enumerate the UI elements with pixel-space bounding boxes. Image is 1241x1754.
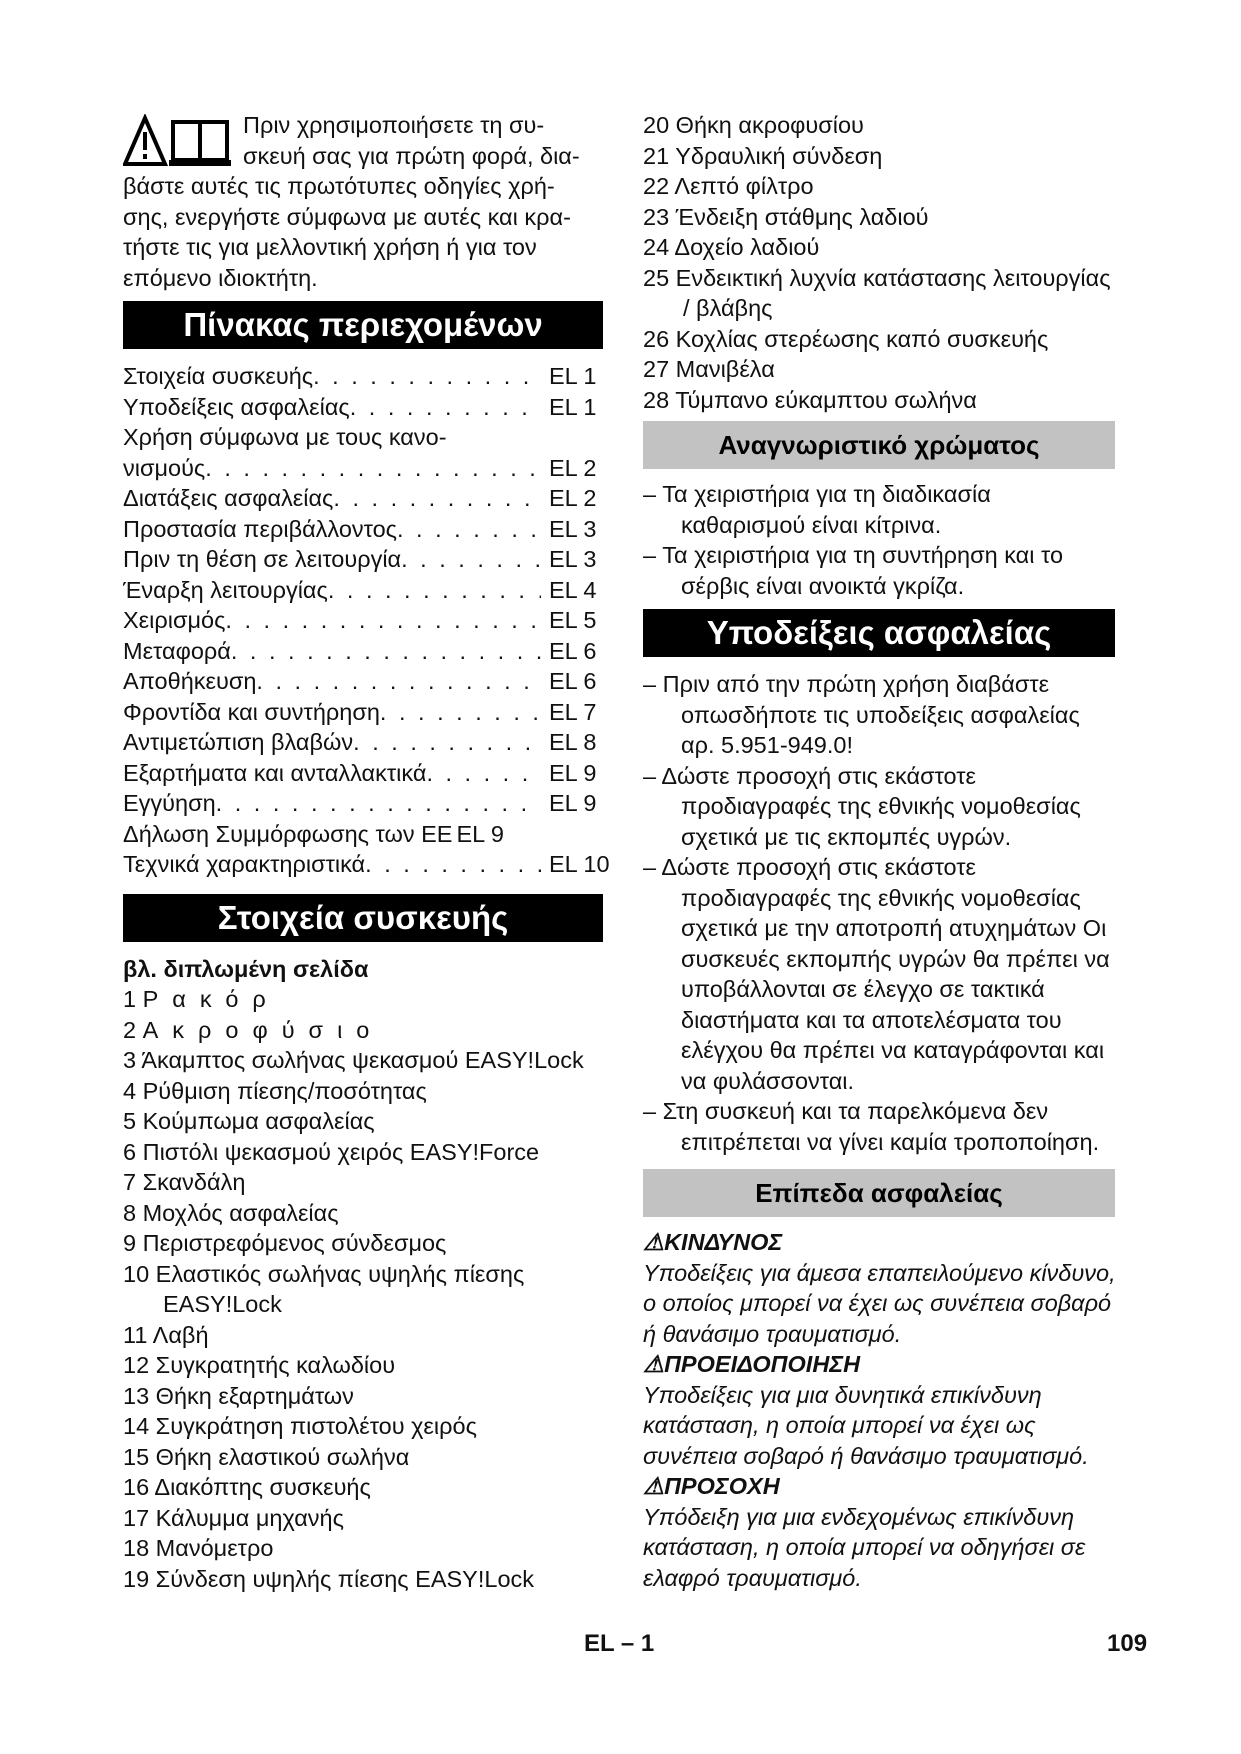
toc-heading: Πίνακας περιεχομένων bbox=[123, 301, 603, 349]
list-item: 5 Κούμπωμα ασφαλείας bbox=[123, 1108, 375, 1134]
toc-entry[interactable]: Αποθήκευση . . . EL 6 bbox=[123, 666, 603, 697]
toc-entry[interactable]: Εγγύηση . . . EL 9 bbox=[123, 788, 603, 819]
list-item: 8 Μοχλός ασφαλείας bbox=[123, 1199, 339, 1226]
safety-levels-heading: Επίπεδα ασφαλείας bbox=[643, 1169, 1115, 1217]
safety-list bbox=[643, 669, 1118, 1157]
list-item: – Δώστε προσοχή στις εκάστοτε προδιαγραφές της εθνικής νομοθεσίας σχετικά με τις εκπομπές υγρών. bbox=[643, 762, 1081, 850]
list-item: 17 Κάλυμμα μηχανής bbox=[123, 1504, 344, 1531]
toc-entry[interactable]: νισμούς . . . EL 2 bbox=[123, 453, 603, 484]
intro-line-1: Πριν χρησιμοποιήσετε τη συ- bbox=[243, 112, 545, 138]
list-item: 21 Υδραυλική σύνδεση bbox=[643, 142, 883, 169]
list-item: 3 Άκαμπτος σωλήνας ψεκασμού EASY!Lock bbox=[123, 1047, 584, 1073]
intro-line-6: επόμενο ιδιοκτήτη. bbox=[123, 264, 318, 291]
list-item: 2 Ακροφύσιο bbox=[123, 1016, 384, 1043]
list-item: 6 Πιστόλι ψεκασμού χειρός EASY!Force bbox=[123, 1138, 540, 1165]
table-of-contents bbox=[123, 361, 610, 880]
list-item: – Δώστε προσοχή στις εκάστοτε προδιαγραφές της εθνικής νομοθεσίας σχετικά με την αποτροπή ατυχημάτων Οι συσκευές εκπομπής υγρών θα πρέπει να υποβάλλονται σε έλεγχο σε τακτικά διαστήματα και τα αποτελέσματα του ελέγχου θα πρέπει να καταγράφονται και να φυλάσσονται. bbox=[643, 854, 1110, 1094]
list-item: 27 Μανιβέλα bbox=[643, 356, 775, 382]
list-item: 24 Δοχείο λαδιού bbox=[643, 234, 820, 260]
right-column bbox=[643, 110, 1118, 1593]
danger-text: Υποδείξεις για άμεσα επαπειλούμενο κίνδυνο, ο οποίος μπορεί να έχει ως συνέπεια σοβαρό ή θανάσιμο τραυματισμό. bbox=[643, 1259, 1116, 1347]
page-number: 109 bbox=[1107, 1630, 1148, 1657]
list-item: 7 Σκανδάλη bbox=[123, 1169, 246, 1195]
toc-entry[interactable]: Εξαρτήματα και ανταλλακτικά . . . EL 9 bbox=[123, 758, 603, 789]
warning-label: ⚠ΠΡΟΕΙΔΟΠΟΙΗΣΗ bbox=[643, 1351, 861, 1377]
intro-line-3: βάστε αυτές τις πρωτότυπες οδηγίες χρή- bbox=[123, 173, 555, 199]
list-item: – Πριν από την πρώτη χρήση διαβάστε οπωσδήποτε τις υποδείξεις ασφαλείας αρ. 5.951-949.0! bbox=[643, 671, 1080, 758]
intro-line-2: σκευή σας για πρώτη φορά, δια- bbox=[243, 142, 580, 169]
toc-entry[interactable]: Διατάξεις ασφαλείας . . . EL 2 bbox=[123, 483, 603, 514]
list-item: 11 Λαβή bbox=[123, 1321, 209, 1348]
list-item: 9 Περιστρεφόμενος σύνδεσμος bbox=[123, 1230, 447, 1256]
list-item: 26 Κοχλίας στερέωσης καπό συσκευής bbox=[643, 325, 1049, 352]
list-item: 13 Θήκη εξαρτημάτων bbox=[123, 1382, 354, 1409]
toc-entry[interactable]: Τεχνικά χαρακτηριστικά . . . EL 10 bbox=[123, 849, 603, 880]
caution-label: ⚠ΠΡΟΣΟΧΗ bbox=[643, 1473, 780, 1499]
list-item: 1 Ρακόρ bbox=[123, 986, 280, 1012]
list-item: – Τα χειριστήρια για τη συντήρηση και το σέρβις είναι ανοικτά γκρίζα. bbox=[643, 542, 1064, 599]
list-item: 18 Μανόμετρο bbox=[123, 1535, 274, 1561]
intro-line-5: τήστε τις για μελλοντική χρήση ή για τον bbox=[123, 234, 537, 260]
warning-manual-icon bbox=[123, 114, 231, 170]
list-item: 20 Θήκη ακροφυσίου bbox=[643, 112, 864, 138]
left-column bbox=[123, 110, 610, 1594]
toc-entry[interactable]: Στοιχεία συσκευής . . . EL 1 bbox=[123, 361, 603, 392]
caution-text: Υπόδειξη για μια ενδεχομένως επικίνδυνη κατάσταση, η οποία μπορεί να οδηγήσει σε ελαφρό τραυματισμό. bbox=[643, 1503, 1086, 1591]
toc-entry[interactable]: Χειρισμός . . . EL 5 bbox=[123, 605, 603, 636]
safety-heading: Υποδείξεις ασφαλείας bbox=[643, 609, 1115, 657]
device-subheading: βλ. διπλωμένη σελίδα bbox=[123, 955, 369, 982]
intro-block bbox=[123, 110, 603, 293]
list-item: 16 Διακόπτης συσκευής bbox=[123, 1474, 371, 1500]
color-code-heading: Αναγνωριστικό χρώματος bbox=[643, 421, 1115, 469]
toc-entry[interactable]: Μεταφορά . . . EL 6 bbox=[123, 636, 603, 667]
list-item: 23 Ένδειξη στάθμης λαδιού bbox=[643, 203, 929, 230]
list-item: 22 Λεπτό φίλτρο bbox=[643, 173, 814, 199]
list-item: – Στη συσκευή και τα παρελκόμενα δεν επιτρέπεται να γίνει καμία τροποποίηση. bbox=[643, 1098, 1100, 1155]
list-item: 14 Συγκράτηση πιστολέτου χειρός bbox=[123, 1413, 477, 1439]
list-item: 15 Θήκη ελαστικού σωλήνα bbox=[123, 1443, 410, 1470]
toc-entry[interactable]: Πριν τη θέση σε λειτουργία . . . EL 3 bbox=[123, 544, 603, 575]
list-item: 4 Ρύθμιση πίεσης/ποσότητας bbox=[123, 1077, 427, 1104]
device-list-right bbox=[643, 110, 1118, 415]
list-item: 25 Ενδεικτική λυχνία κατάστασης λειτουργίας / βλάβης bbox=[643, 264, 1111, 321]
list-item: 19 Σύνδεση υψηλής πίεσης EASY!Lock bbox=[123, 1565, 535, 1592]
list-item: 12 Συγκρατητής καλωδίου bbox=[123, 1352, 396, 1378]
toc-entry[interactable]: Έναρξη λειτουργίας . . . EL 4 bbox=[123, 575, 603, 606]
footer-section-label: EL – 1 bbox=[584, 1630, 655, 1657]
device-list-left bbox=[123, 984, 603, 1594]
list-item: 10 Ελαστικός σωλήνας υψηλής πίεσης EASY!Lock bbox=[123, 1260, 525, 1317]
toc-entry[interactable]: Αντιμετώπιση βλαβών . . . EL 8 bbox=[123, 727, 603, 758]
toc-entry[interactable]: Προστασία περιβάλλοντος . . . EL 3 bbox=[123, 514, 603, 545]
intro-line-4: σης, ενεργήστε σύμφωνα με αυτές και κρα- bbox=[123, 203, 571, 230]
warning-text: Υποδείξεις για μια δυνητικά επικίνδυνη κατάσταση, η οποία μπορεί να έχει ως συνέπεια σοβαρό ή θανάσιμο τραυματισμό. bbox=[643, 1381, 1089, 1469]
list-item: – Τα χειριστήρια για τη διαδικασία καθαρισμού είναι κίτρινα. bbox=[643, 481, 991, 538]
color-code-list bbox=[643, 479, 1118, 601]
danger-label: ⚠ΚΙΝΔΥΝΟΣ bbox=[643, 1229, 783, 1255]
list-item: 28 Τύμπανο εύκαμπτου σωλήνα bbox=[643, 386, 977, 413]
toc-entry[interactable]: Υποδείξεις ασφαλείας . . . EL 1 bbox=[123, 392, 603, 423]
toc-entry[interactable]: Χρήση σύμφωνα με τους κανο- bbox=[123, 424, 447, 450]
toc-entry[interactable]: Φροντίδα και συντήρηση . . . EL 7 bbox=[123, 697, 603, 728]
toc-entry[interactable]: Δήλωση Συμμόρφωσης των ΕΕ EL 9 bbox=[123, 820, 504, 847]
device-heading: Στοιχεία συσκευής bbox=[123, 894, 603, 942]
safety-levels bbox=[643, 1227, 1118, 1593]
